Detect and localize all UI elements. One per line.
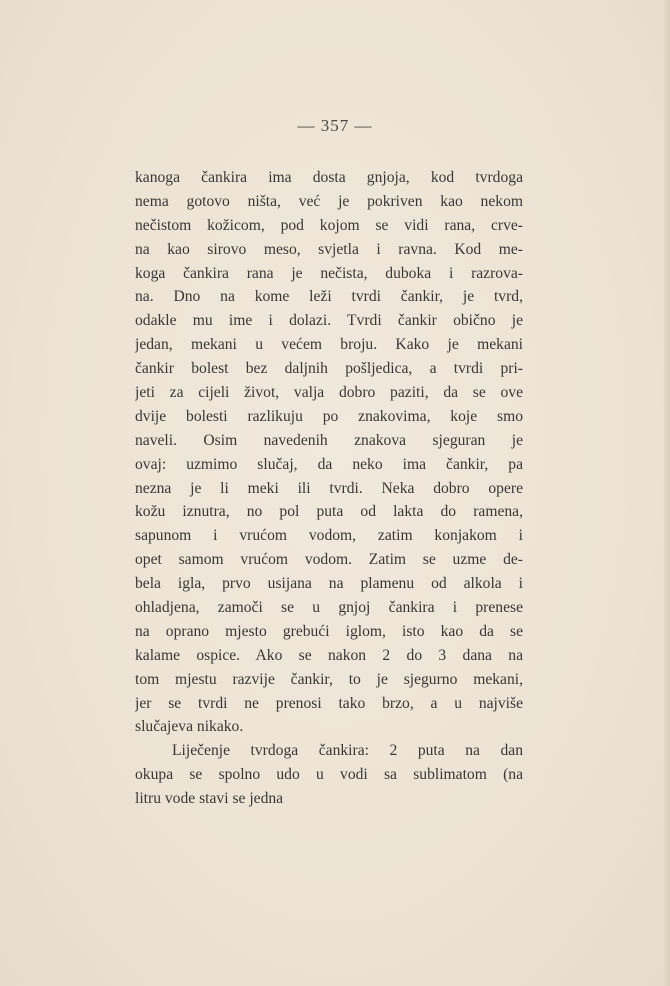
- text-line: okupa se spolno udo u vodi sa sublimatom (na: [135, 766, 523, 784]
- text-line: Liječenje tvrdoga čankira: 2 puta na dan: [172, 742, 523, 760]
- text-line: opet samom vrućom vodom. Zatim se uzme de-: [135, 551, 523, 569]
- text-line: kanoga čankira ima dosta gnjoja, kod tvrdoga: [135, 169, 523, 186]
- text-line: litru vode stavi se jedna: [135, 790, 284, 808]
- text-line: tom mjestu razvije čankir, to je sjegurno mekani,: [135, 670, 523, 688]
- text-line: čankir bolest bez daljnih pošljedica, a tvrdi pri-: [135, 360, 523, 378]
- text-line: ohladjena, zamoči se u gnjoj čankira i prenese: [135, 599, 523, 617]
- text-line: nečistom kožicom, pod kojom se vidi rana, crve-: [135, 216, 523, 234]
- text-line: kožu iznutra, no pol puta od lakta do ramena,: [135, 503, 523, 521]
- body-text: [135, 166, 523, 811]
- text-line: nema gotovo ništa, već je pokriven kao nekom: [135, 192, 523, 210]
- text-line: kalame ospice. Ako se nakon 2 do 3 dana na: [135, 646, 523, 664]
- page-number: — 357 —: [297, 116, 373, 135]
- text-line: dvije bolesti razlikuju po znakovima, koje smo: [135, 407, 523, 425]
- text-line: naveli. Osim navedenih znakova sjeguran je: [135, 431, 523, 449]
- text-line: jeti za cijeli život, valja dobro paziti, da se ove: [135, 384, 523, 402]
- page-edge: [664, 0, 670, 986]
- text-line: ovaj: uzmimo slučaj, da neko ima čankir, pa: [135, 455, 523, 473]
- text-line: jedan, mekani u većem broju. Kako je mekani: [135, 336, 523, 354]
- text-line: odakle mu ime i dolazi. Tvrdi čankir obično je: [135, 312, 523, 330]
- text-line: na oprano mjesto grebući iglom, isto kao da se: [135, 622, 523, 640]
- text-line: bela igla, prvo usijana na plamenu od alkola i: [135, 575, 523, 593]
- text-line: koga čankira rana je nečista, duboka i razrova-: [135, 264, 523, 282]
- text-line: sapunom i vrućom vodom, zatim konjakom i: [135, 527, 523, 545]
- text-line: na kao sirovo meso, svjetla i ravna. Kod me-: [135, 240, 523, 258]
- text-line: slučajeva nikako.: [135, 718, 244, 736]
- text-line: na. Dno na kome leži tvrdi čankir, je tvrd,: [135, 288, 523, 306]
- text-line: jer se tvrdi ne prenosi tako brzo, a u najviše: [135, 694, 523, 712]
- text-line: nezna je li meki ili tvrdi. Neka dobro opere: [135, 479, 523, 497]
